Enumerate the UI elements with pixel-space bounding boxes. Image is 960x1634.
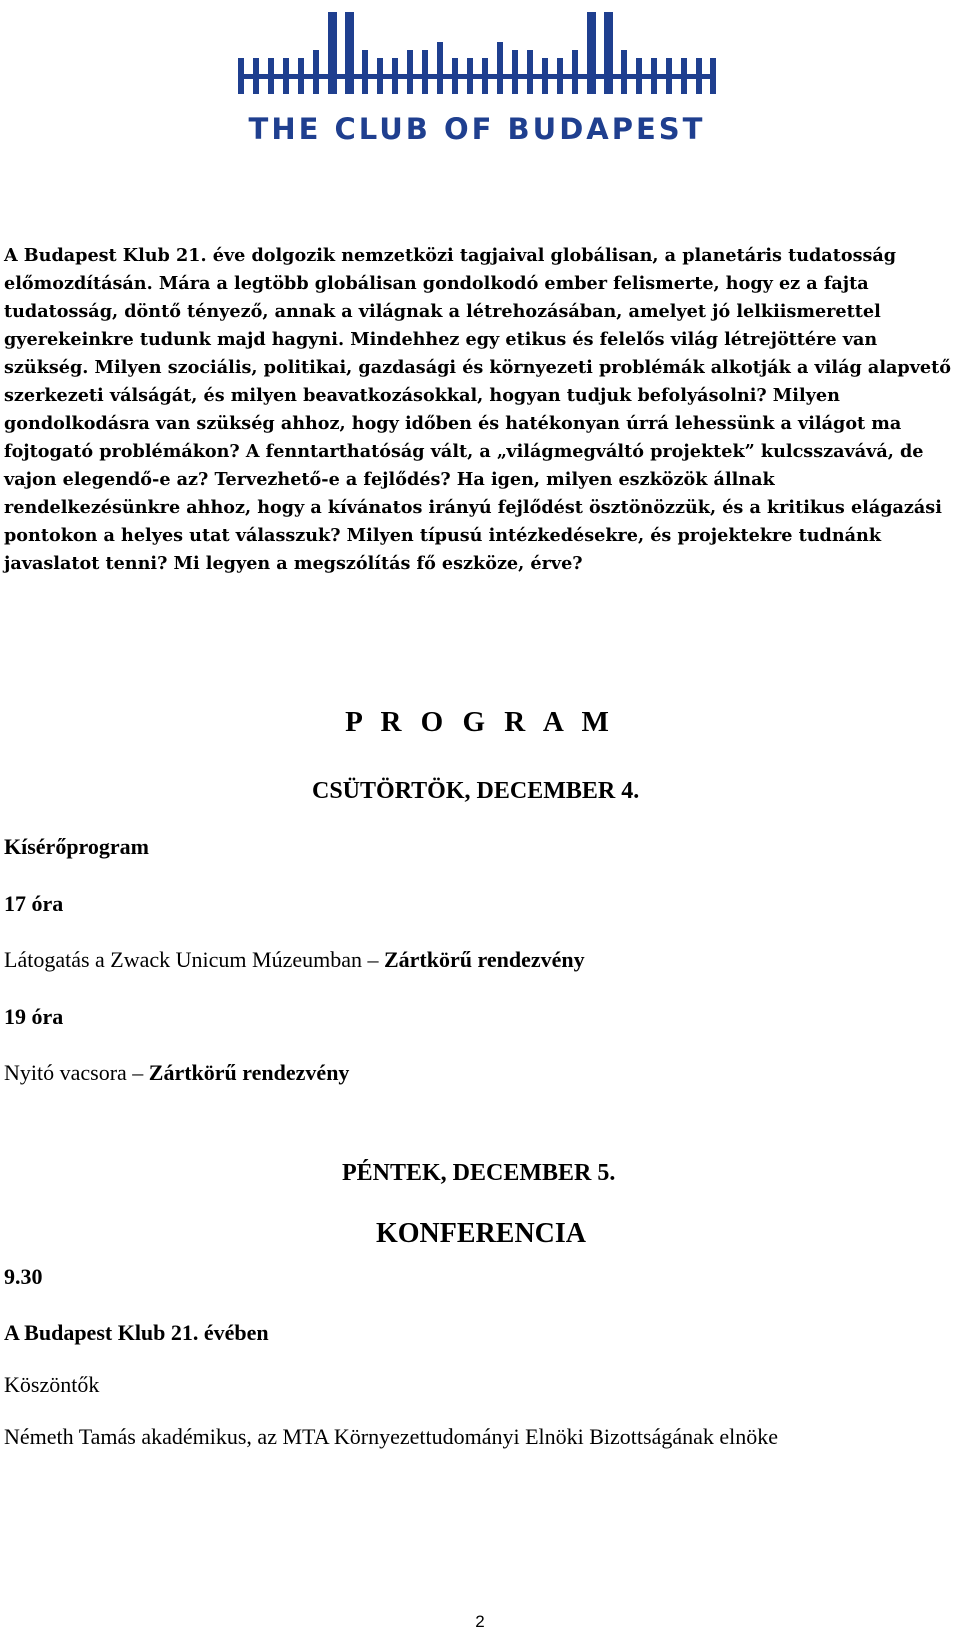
event-2-text: Nyitó vacsora – bbox=[4, 1060, 149, 1085]
day2-time-1: 9.30 bbox=[4, 1264, 43, 1289]
conference-heading: KONFERENCIA bbox=[376, 1218, 587, 1249]
page-number: 2 bbox=[475, 1612, 485, 1631]
program-title: P R O G R A M bbox=[345, 706, 615, 738]
event-1-closed-label: Zártkörű rendezvény bbox=[383, 947, 585, 972]
skyline-icon bbox=[238, 12, 716, 112]
session-subtitle: Köszöntők bbox=[4, 1372, 100, 1397]
day1-heading: CSÜTÖRTÖK, DECEMBER 4. bbox=[312, 778, 640, 804]
logo-text: THE CLUB OF BUDAPEST bbox=[248, 112, 706, 146]
day1-section-title: Kísérőprogram bbox=[4, 834, 150, 859]
club-logo bbox=[238, 12, 716, 148]
event-1-text: Látogatás a Zwack Unicum Múzeumban – bbox=[4, 947, 384, 972]
day2-heading: PÉNTEK, DECEMBER 5. bbox=[342, 1160, 616, 1186]
day1-time-1: 17 óra bbox=[4, 891, 64, 916]
day1-event-1 bbox=[4, 947, 585, 973]
intro-paragraph: A Budapest Klub 21. éve dolgozik nemzetközi tagjaival globálisan, a planetáris tudatosság előmozdításán. Mára a legtöbb globálisan gondolkodó ember felismerte, hogy ez a fajta tudatosság, döntő tényező, annak a világnak a létrehozásában, amelyet jó lelkiismerettel gyerekeinkre tudunk majd hagyni. Mindehhez egy etikus és felelős világ létrejöttére van szükség. Milyen szociális, politikai, gazdasági és környezeti problémák alkotják a világ alapvető szerkezeti válságát, és milyen beavatkozásokkal, hogyan tudjuk befolyásolni? Milyen gondolkodásra van szükség ahhoz, hogy időben és hatékonyan úrrá lehessünk a világot ma fojtogató problémákon? A fenntarthatóság vált, a „világmegváltó projektek” kulcsszavává, de vajon elegendő-e az? Tervezhető-e a fejlődés? Ha igen, milyen eszközök állnak rendelkezésünkre ahhoz, hogy a kívánatos irányú fejlődést ösztönözzük, és a kritikus elágazási pontokon a helyes utat válasszuk? Milyen típusú intézkedésekre, és projektekre tudnánk javaslatot tenni? Mi legyen a megszólítás fő eszköze, érve? bbox=[4, 245, 951, 574]
session-title: A Budapest Klub 21. évében bbox=[4, 1320, 269, 1345]
day1-time-2: 19 óra bbox=[4, 1004, 64, 1029]
event-2-closed-label: Zártkörű rendezvény bbox=[148, 1060, 350, 1085]
speaker-line: Németh Tamás akadémikus, az MTA Környezettudományi Elnöki Bizottságának elnöke bbox=[4, 1424, 779, 1449]
day1-event-2 bbox=[4, 1060, 349, 1086]
